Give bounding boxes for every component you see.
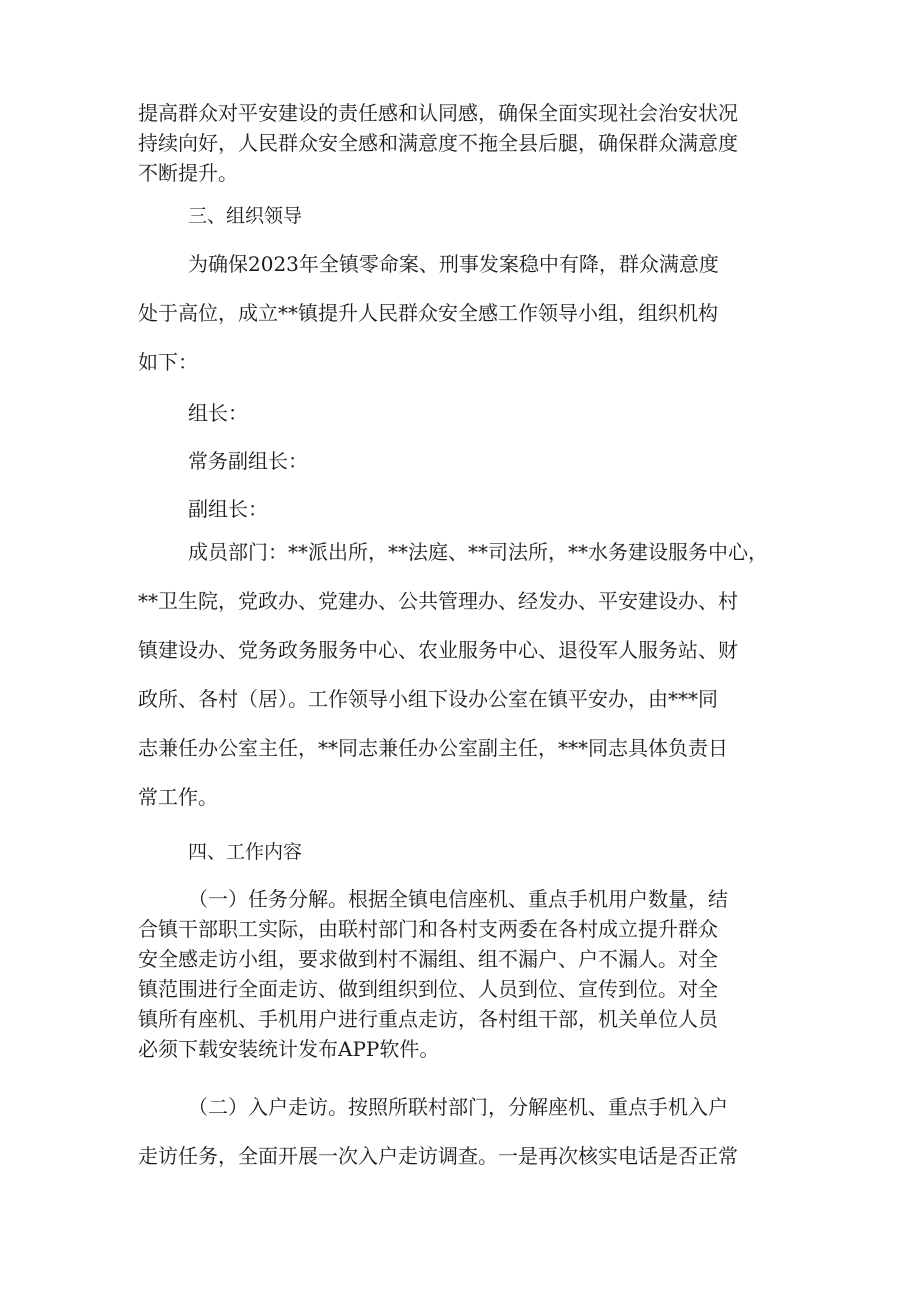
text-line: （一）任务分解。根据全镇电信座机、重点手机用户数量，结 [188,887,728,911]
section-heading-organization [188,201,838,228]
text-line: 处于高位，成立**镇提升人民群众安全感工作领导小组，组织机构 [138,301,718,325]
leader-text: 组长： [188,401,248,425]
executive-deputy-label [188,445,838,474]
paragraph-organization [138,240,788,387]
section-heading-work-content [188,837,838,864]
text-line: 镇所有座机、手机用户进行重点走访，各村组干部，机关单位人员 [138,1007,718,1031]
text-line: 镇范围进行全面走访、做到组织到位、人员到位、宣传到位。对全 [138,977,718,1001]
text-line: **卫生院，党政办、党建办、公共管理办、经发办、平安建设办、村 [138,589,738,613]
paragraph-intro-tail [138,98,788,188]
leader-label [188,397,838,426]
paragraph-task-breakdown [138,884,788,1064]
heading-text: 四、工作内容 [188,841,303,863]
text-line: 常工作。 [138,785,218,809]
text-line: 如下： [138,350,198,374]
text-line: 合镇干部职工实际，由联村部门和各村支两委在各村成立提升群众 [138,917,718,941]
text-line: 提高群众对平安建设的责任感和认同感，确保全面实现社会治安状况 [138,101,738,125]
paragraph-home-visit [138,1083,788,1181]
text-line: 不断提升。 [138,161,238,185]
text-line: 必须下载安装统计发布APP软件。 [138,1037,440,1061]
text-line: 镇建设办、党务政务服务中心、农业服务中心、退役军人服务站、财 [138,638,738,662]
deputy-label [188,493,838,522]
text-line: 志兼任办公室主任，**同志兼任办公室副主任，***同志具体负责日 [138,736,728,760]
text-line: （二）入户走访。按照所联村部门，分解座机、重点手机入户 [188,1095,728,1119]
text-line: 持续向好，人民群众安全感和满意度不拖全县后腿，确保群众满意度 [138,131,738,155]
deputy-text: 副组长： [188,497,268,521]
executive-deputy-text: 常务副组长： [188,449,308,473]
text-line: 成员部门：**派出所，**法庭、**司法所，**水务建设服务中心， [188,540,768,564]
text-line: 政所、各村（居）。工作领导小组下设办公室在镇平安办，由***同 [138,687,718,711]
text-line: 走访任务，全面开展一次入户走访调查。一是再次核实电话是否正常 [138,1144,738,1168]
paragraph-members [138,528,788,822]
heading-text: 三、组织领导 [188,205,303,227]
text-line: 安全感走访小组，要求做到村不漏组、组不漏户、户不漏人。对全 [138,947,718,971]
text-line: 为确保2023年全镇零命案、刑事发案稳中有降，群众满意度 [188,252,719,276]
